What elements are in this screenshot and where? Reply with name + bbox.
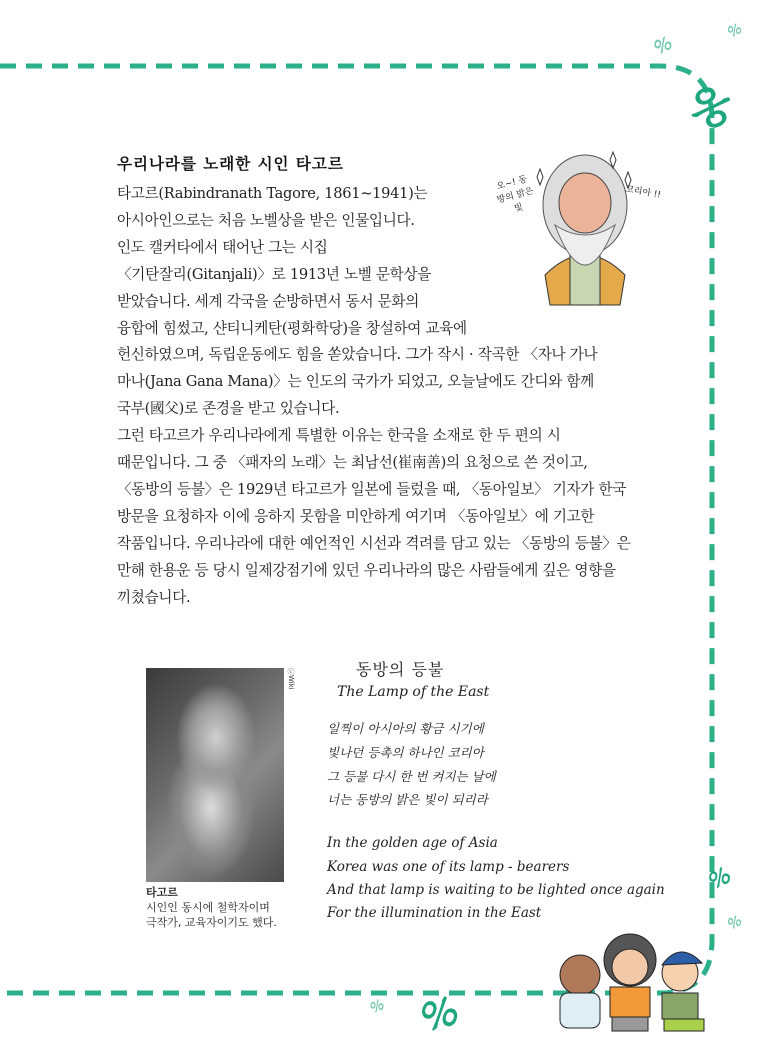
article-line: 만해 한용운 등 당시 일제강점기에 있던 우리나라의 많은 사람들에게 깊은 영향을 xyxy=(117,561,616,579)
poem-line-korean: 그 등불 다시 한 번 켜지는 날에 xyxy=(327,769,496,784)
photo-credit: ⓒWiki xyxy=(287,668,295,690)
article-line: 아시아인으로는 처음 노벨상을 받은 인물입니다. xyxy=(117,211,415,229)
decorative-letter: 응 xyxy=(650,34,675,56)
poem-title: 동방의 등불 xyxy=(356,660,445,679)
poem-line-english: Korea was one of its lamp - bearers xyxy=(327,859,570,875)
poem-line-korean: 너는 동방의 밝은 빛이 되리라 xyxy=(327,792,488,807)
caption-line: 시인인 동시에 철학자이며 xyxy=(146,901,270,914)
children-cartoon xyxy=(530,925,730,1035)
speech-right: 코리아 !! xyxy=(624,184,662,201)
tagore-cartoon-illustration xyxy=(515,135,655,310)
decorative-letter: 응 xyxy=(368,998,387,1015)
article-line: 때문입니다. 그 중 〈패자의 노래〉는 최남선(崔南善)의 요청으로 쓴 것이고, xyxy=(117,454,588,471)
poem-line-english: For the illumination in the East xyxy=(327,905,542,921)
poem-line-korean: 빛나던 등촉의 하나인 코리아 xyxy=(327,745,484,760)
decorative-letter: 응 xyxy=(706,865,735,891)
tagore-photo xyxy=(146,668,284,882)
decorative-letter: 응 xyxy=(724,21,743,38)
article-line: 국부(國父)로 존경을 받고 있습니다. xyxy=(117,400,340,418)
poem-line-english: And that lamp is waiting to be lighted once again xyxy=(327,882,665,898)
article-line: 방문을 요청하자 이에 응하지 못함을 미안하게 여기며 〈동아일보〉에 기고한 xyxy=(117,507,595,525)
article-line: 마나(Jana Gana Mana)〉는 인도의 국가가 되었고, 오늘날에도 간디와 함께 xyxy=(117,373,594,391)
poem-line-korean: 일찍이 아시아의 황금 시기에 xyxy=(327,721,484,736)
article-line: 〈기탄잘리(Gitanjali)〉로 1913년 노벨 문학상을 xyxy=(117,265,432,283)
article-line: 융합에 힘썼고, 샨티니케탄(평화학당)을 창설하여 교육에 xyxy=(117,319,467,337)
tagore-cartoon xyxy=(495,135,662,310)
article-line: 받았습니다. 세계 각국을 순방하면서 동서 문화의 xyxy=(117,292,419,310)
article-line: 그런 타고르가 우리나라에게 특별한 이유는 한국을 소재로 한 두 편의 시 xyxy=(117,427,561,445)
article-line: 끼쳤습니다. xyxy=(117,588,191,606)
poem-subtitle: The Lamp of the East xyxy=(337,684,490,700)
article-line: 헌신하였으며, 독립운동에도 힘을 쏟았습니다. 그가 작시 · 작곡한 〈자나 가나 xyxy=(117,346,598,364)
article-title: 우리나라를 노래한 시인 타고르 xyxy=(117,155,344,173)
article-line: 작품입니다. 우리나라에 대한 예언적인 시선과 격려를 담고 있는 〈동방의 등불〉은 xyxy=(117,534,631,552)
article-line: 〈동방의 등불〉은 1929년 타고르가 일본에 들렀을 때, 〈동아일보〉 기자가 한국 xyxy=(117,480,627,498)
poem-line-english: In the golden age of Asia xyxy=(327,835,498,851)
article-line: 타고르(Rabindranath Tagore, 1861~1941)는 xyxy=(117,185,428,202)
caption-title: 타고르 xyxy=(146,886,178,899)
article-line: 인도 캘커타에서 태어난 그는 시집 xyxy=(117,238,328,256)
decorative-letter: 응 xyxy=(681,75,742,141)
speech-left: 오~! 동방의 밝은 빛 xyxy=(495,174,535,215)
decorative-letter: 응 xyxy=(412,988,467,1039)
decorative-letter: 응 xyxy=(724,913,743,930)
caption-line: 극작가, 교육자이기도 했다. xyxy=(146,916,277,929)
